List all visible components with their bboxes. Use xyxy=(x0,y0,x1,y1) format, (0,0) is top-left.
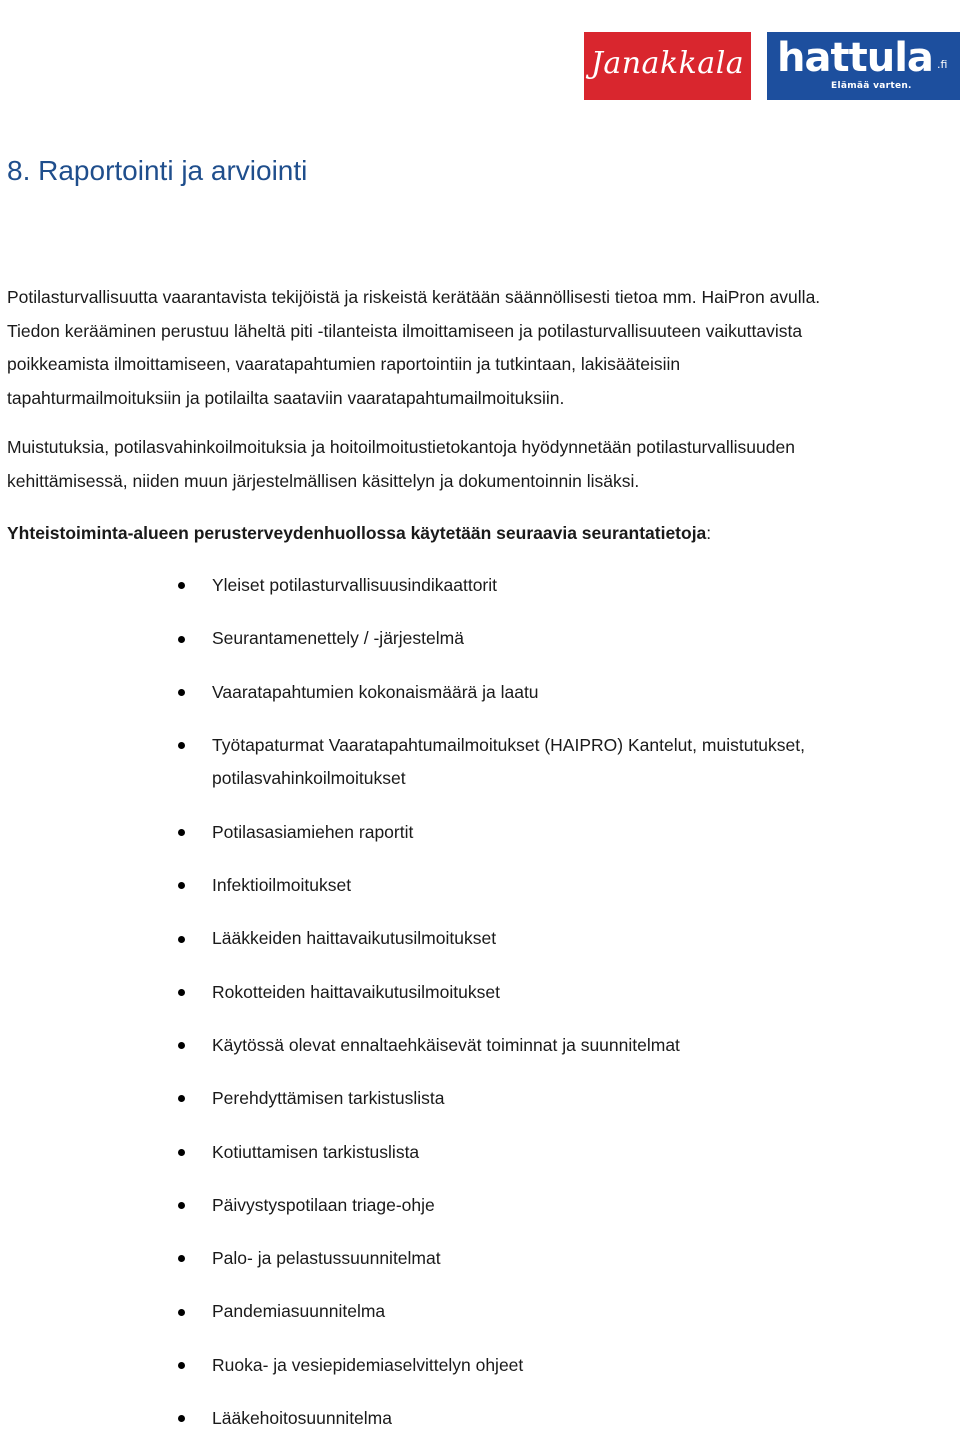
list-item-line: Käytössä olevat ennaltaehkäisevät toiminnat ja suunnitelmat xyxy=(212,1034,680,1055)
list-item-text xyxy=(212,1242,441,1276)
list-item-line: Työtapaturmat Vaaratapahtumailmoitukset (HAIPRO) Kantelut, muistutukset, xyxy=(212,734,805,755)
list-item-text xyxy=(212,1295,385,1329)
list-item-line: Palo- ja pelastussuunnitelmat xyxy=(212,1248,441,1269)
bullet-icon xyxy=(178,1255,185,1262)
bullet-icon xyxy=(178,936,185,943)
list-item-line: Päivystyspotilaan triage-ohje xyxy=(212,1194,435,1215)
list-item-text xyxy=(212,676,539,710)
paragraph-line: kehittämisessä, niiden muun järjestelmällisen käsittelyn ja dokumentoinnin lisäksi. xyxy=(7,470,640,491)
bullet-icon xyxy=(178,582,185,589)
bullet-icon xyxy=(178,882,185,889)
list-intro-colon: : xyxy=(706,523,712,543)
bullet-icon xyxy=(178,1042,185,1049)
bullet-icon xyxy=(178,829,185,836)
paragraph-line: Tiedon kerääminen perustuu läheltä piti -tilanteista ilmoittamiseen ja potilasturvallisuuteen vaikuttavista xyxy=(7,320,803,341)
bullet-icon xyxy=(178,1415,185,1422)
list-item-line: Potilasasiamiehen raportit xyxy=(212,821,414,842)
list-item-text xyxy=(212,622,464,656)
list-item-text xyxy=(212,869,351,903)
list-item-line: Infektioilmoitukset xyxy=(212,875,352,895)
bullet-icon xyxy=(178,742,185,749)
janakkala-logo xyxy=(584,32,751,100)
list-intro-bold: Yhteistoiminta-alueen perusterveydenhuollossa käytetään seuraavia seurantatietoja xyxy=(7,523,707,543)
list-item-line: Perehdyttämisen tarkistuslista xyxy=(212,1088,445,1109)
bullet-icon xyxy=(178,989,185,996)
list-item-line: Rokotteiden haittavaikutusilmoitukset xyxy=(212,981,500,1002)
bullet-icon xyxy=(178,1362,185,1369)
list-item-text xyxy=(212,976,500,1010)
list-item-line: Pandemiasuunnitelma xyxy=(212,1301,386,1322)
list-item-text xyxy=(212,1189,435,1223)
list-item-text xyxy=(212,1082,444,1116)
header-logos xyxy=(584,32,960,100)
list-item-line: Ruoka- ja vesiepidemiaselvittelyn ohjeet xyxy=(212,1354,524,1375)
bullet-icon xyxy=(178,1149,185,1156)
bullet-icon xyxy=(178,689,185,696)
list-item-line: Vaaratapahtumien kokonaismäärä ja laatu xyxy=(212,681,539,702)
hattula-logo-tagline: Elämää varten. xyxy=(831,81,912,91)
list-item-text xyxy=(212,1029,680,1063)
paragraph-line: Muistutuksia, potilasvahinkoilmoituksia ja hoitoilmoitustietokantoja hyödynnetään potilasturvallisuuden xyxy=(7,437,795,457)
list-item-line: Yleiset potilasturvallisuusindikaattorit xyxy=(212,575,497,595)
list-item-line: Lääkkeiden haittavaikutusilmoitukset xyxy=(212,928,497,949)
list-item-text xyxy=(212,816,413,850)
list-item-text xyxy=(212,1402,392,1436)
bullet-icon xyxy=(178,1095,185,1102)
list-item-text xyxy=(212,569,497,603)
list-item-line: Kotiuttamisen tarkistuslista xyxy=(212,1141,420,1162)
hattula-logo-suffix: .fi xyxy=(937,58,948,71)
paragraph-line: tapahturmailmoituksiin ja potilailta saataviin vaaratapahtumailmoituksiin. xyxy=(7,387,565,408)
paragraph-line: Potilasturvallisuutta vaarantavista tekijöistä ja riskeistä kerätään säännöllisesti tietoa mm. HaiPron avulla. xyxy=(7,287,821,307)
hattula-logo xyxy=(767,32,960,100)
list-item-line: potilasvahinkoilmoitukset xyxy=(212,768,406,789)
paragraph-complaints-usage xyxy=(7,431,953,498)
bullet-icon xyxy=(178,1202,185,1209)
hattula-logo-text: hattula xyxy=(777,35,933,81)
bullet-icon xyxy=(178,1309,185,1316)
list-item-line: Lääkehoitosuunnitelma xyxy=(212,1408,392,1428)
paragraph-data-collection xyxy=(7,281,953,415)
janakkala-logo-text: Janakkala xyxy=(590,46,745,81)
list-item-text xyxy=(212,922,496,956)
list-item-text xyxy=(212,729,805,796)
bullet-icon xyxy=(178,636,185,643)
list-intro xyxy=(7,517,953,551)
page-title: 8. Raportointi ja arviointi xyxy=(7,155,308,186)
paragraph-line: poikkeamista ilmoittamiseen, vaaratapahtumien raportointiin ja tutkintaan, lakisääteisiin xyxy=(7,354,681,374)
list-item-text xyxy=(212,1349,523,1383)
list-item-line: Seurantamenettely / -järjestelmä xyxy=(212,628,464,649)
list-item-text xyxy=(212,1136,419,1170)
